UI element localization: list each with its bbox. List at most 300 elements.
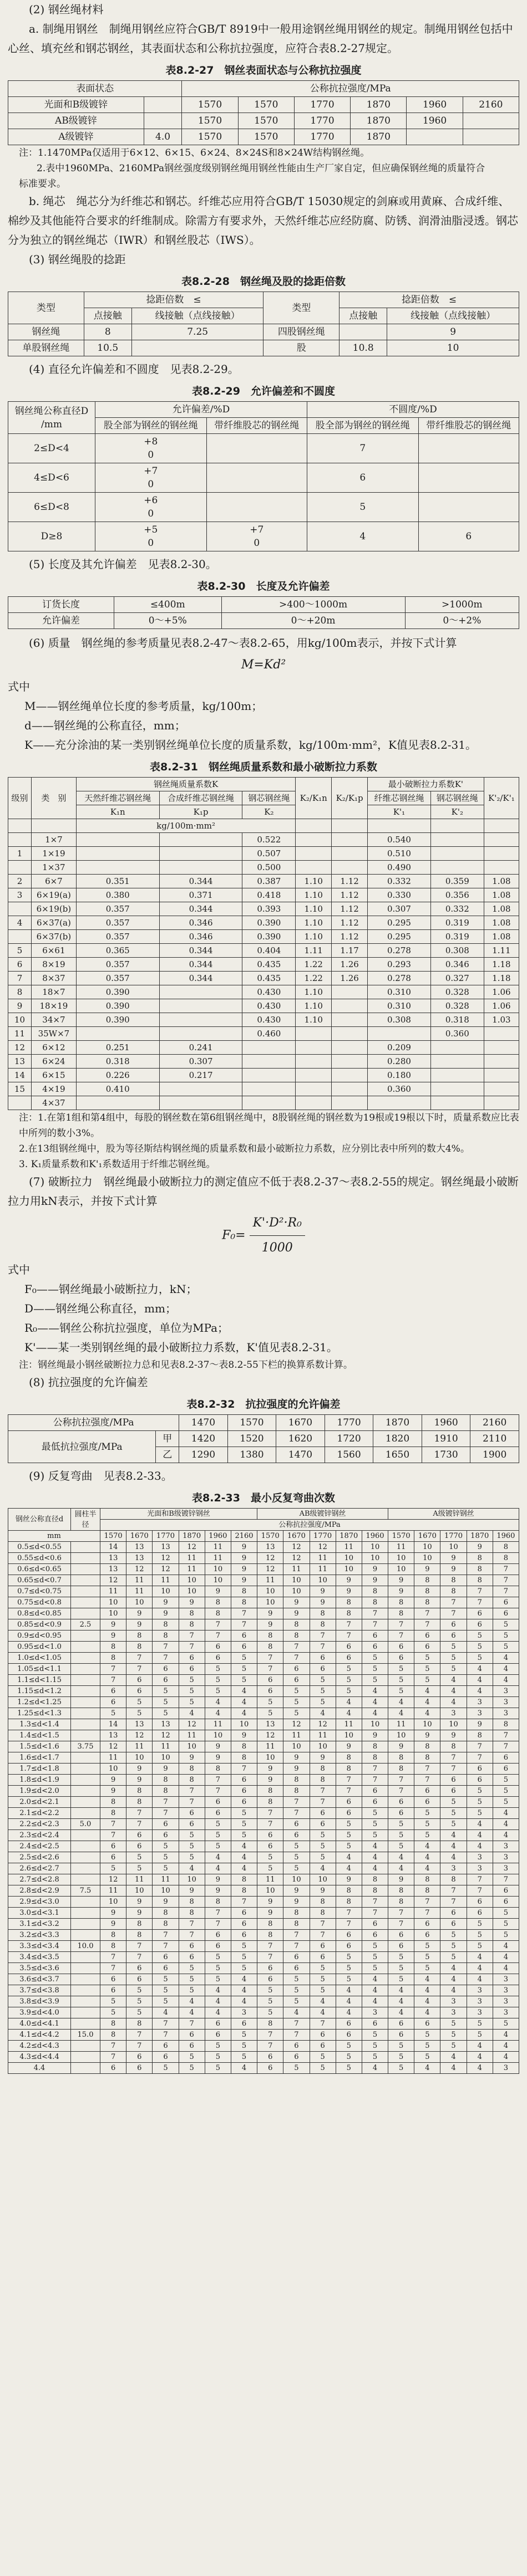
t33-count: 5	[153, 1697, 179, 1708]
t33-count: 8	[126, 1919, 153, 1930]
t31-force-ratio: 1.06	[484, 985, 519, 999]
t33-count: 4	[414, 1708, 440, 1719]
t31-cell: 1.26	[332, 958, 368, 972]
table-row	[8, 1941, 519, 1952]
t33-radius	[71, 1675, 100, 1686]
t33-count: 6	[231, 1775, 257, 1786]
t33-count: 3	[493, 1686, 519, 1697]
t31-cell	[332, 1082, 368, 1096]
t33-count: 7	[153, 2018, 179, 2030]
t33-count: 5	[414, 1952, 440, 1963]
t33-count: 4	[310, 1708, 336, 1719]
t31-cell: 1.12	[332, 888, 368, 902]
t33-count: 8	[336, 1597, 362, 1608]
t33-count: 7	[440, 1597, 467, 1608]
t33-count: 8	[414, 1586, 440, 1597]
t33-count: 6	[310, 1819, 336, 1830]
t33-count: 6	[467, 1619, 493, 1631]
t33-count: 10	[153, 1885, 179, 1897]
t31-cell	[430, 1069, 484, 1082]
t33-count: 9	[153, 1897, 179, 1908]
t33-count: 6	[179, 1941, 205, 1952]
t33-count: 5	[179, 1697, 205, 1708]
formula-force-numerator: K'·D²·R₀	[250, 1211, 305, 1236]
t33-radius	[71, 1697, 100, 1708]
table-row	[8, 1082, 519, 1096]
t33-count: 4	[336, 2007, 362, 2018]
t33-count: 6	[126, 1974, 153, 1985]
t33-count: 5	[283, 1985, 310, 1996]
t31-cell	[296, 1041, 332, 1055]
t33-count: 5	[231, 1963, 257, 1974]
t27-cell: 1870	[351, 129, 407, 145]
t33-count: 7	[467, 1586, 493, 1597]
t33-count: 11	[388, 1719, 414, 1730]
t33-count: 7	[362, 1619, 388, 1631]
t33-count: 5	[257, 1708, 283, 1719]
t33-count: 5	[414, 1819, 440, 1830]
t29-dev-lower: 0	[148, 479, 154, 490]
t33-radius	[71, 1764, 100, 1775]
t27-cell: 1570	[238, 97, 294, 113]
t33-count: 9	[336, 1575, 362, 1586]
t32-min-jia: 1620	[276, 1431, 325, 1447]
t33-count: 7	[283, 1797, 310, 1808]
t31-cell	[8, 930, 32, 944]
t29-dev-fiber	[206, 434, 307, 463]
t33-radius	[71, 2007, 100, 2018]
t32-min-jia: 1420	[179, 1431, 228, 1447]
table-33	[8, 1508, 519, 2074]
t33-count: 8	[257, 1919, 283, 1930]
t33-count: 6	[310, 1664, 336, 1675]
t29-ovality-steel: 7	[307, 434, 418, 463]
t33-count: 5	[283, 1697, 310, 1708]
t27-cell	[463, 113, 519, 129]
t33-count: 11	[336, 1542, 362, 1553]
t29-ovality-steel: 4	[307, 522, 418, 551]
table-row	[8, 113, 519, 129]
t33-count: 4	[467, 1819, 493, 1830]
t29-header-col-1: 股全部为钢丝的钢丝绳	[95, 418, 207, 434]
t33-count: 7	[257, 1819, 283, 1830]
t33-radius	[71, 1996, 100, 2007]
t33-count: 6	[414, 1642, 440, 1653]
t33-count: 7	[257, 1653, 283, 1664]
t33-count: 6	[336, 1653, 362, 1664]
t33-count: 10	[100, 1597, 126, 1608]
t31-force-ratio: 1.03	[484, 1013, 519, 1027]
t33-count: 5	[336, 1963, 362, 1974]
t33-count: 8	[153, 1775, 179, 1786]
heading-2: (2) 钢丝绳材料	[29, 3, 104, 16]
t33-count: 4	[440, 1675, 467, 1686]
t33-count: 4	[440, 1985, 467, 1996]
t33-count: 5	[100, 2007, 126, 2018]
t33-count: 5	[231, 1830, 257, 1841]
t32-min-yi: 1470	[276, 1447, 325, 1463]
t33-count: 6	[179, 1664, 205, 1675]
t33-count: 5	[440, 1664, 467, 1675]
t33-count: 8	[336, 1764, 362, 1775]
t33-count: 4	[388, 2007, 414, 2018]
t33-count: 10	[310, 1575, 336, 1586]
table-row	[8, 1586, 519, 1597]
t31-cell	[296, 1082, 332, 1096]
t33-radius	[71, 1752, 100, 1764]
t33-count: 4	[440, 1963, 467, 1974]
table-row	[8, 1055, 519, 1069]
t33-count: 9	[336, 1874, 362, 1885]
t31-cell	[430, 1041, 484, 1055]
t33-count: 4	[336, 1697, 362, 1708]
t33-count: 8	[153, 1919, 179, 1930]
t31-cell	[242, 1096, 296, 1110]
t33-count: 4	[414, 1841, 440, 1852]
t33-count: 3	[493, 1863, 519, 1874]
t33-count: 13	[257, 1719, 283, 1730]
t33-count: 4	[362, 1852, 388, 1863]
t28-cell	[131, 340, 264, 356]
t33-count: 4	[205, 1708, 231, 1719]
t33-count: 10	[100, 1608, 126, 1619]
t33-count: 8	[440, 1586, 467, 1597]
t33-diameter: 3.5≤d<3.6	[8, 1963, 71, 1974]
t33-count: 5	[388, 1686, 414, 1697]
t33-count: 6	[153, 1819, 179, 1830]
t33-radius	[71, 1841, 100, 1852]
t28-cell	[339, 324, 387, 340]
t33-radius	[71, 1597, 100, 1608]
t29-ovality-fiber: 6	[418, 522, 519, 551]
t33-count: 6	[336, 1941, 362, 1952]
t33-count: 4	[231, 1863, 257, 1874]
t33-count: 6	[179, 1808, 205, 1819]
table-row	[8, 888, 519, 902]
t33-count: 3	[493, 1852, 519, 1863]
t33-count: 8	[440, 1575, 467, 1586]
t33-count: 9	[283, 1608, 310, 1619]
table-row	[8, 2041, 519, 2052]
t33-count: 8	[362, 1741, 388, 1752]
t33-count: 5	[231, 1819, 257, 1830]
t33-count: 5	[179, 1985, 205, 1996]
t33-strength: 1870	[336, 1531, 362, 1542]
t33-count: 3	[440, 2007, 467, 2018]
t31-cell: 1.11	[296, 944, 332, 958]
t31-cell: 0.357	[76, 902, 159, 916]
t33-count: 4	[362, 1985, 388, 1996]
t29-header-diameter: 钢丝绳公称直径D /mm	[8, 402, 95, 434]
t33-count: 6	[388, 1797, 414, 1808]
t27-cell: 1870	[351, 113, 407, 129]
t33-count: 5	[310, 1675, 336, 1686]
t33-count: 11	[100, 1885, 126, 1897]
t33-count: 3	[467, 1852, 493, 1863]
t33-count: 5	[179, 2052, 205, 2063]
t31-cell: 1×37	[31, 861, 76, 875]
t31-cell	[8, 861, 32, 875]
t33-count: 7	[283, 2030, 310, 2041]
t33-count: 5	[388, 2052, 414, 2063]
t31-cell: 0.393	[242, 902, 296, 916]
t31-cell	[8, 833, 32, 847]
t33-diameter: 4.4	[8, 2063, 71, 2074]
t33-count: 11	[179, 1553, 205, 1564]
t33-count: 7	[179, 1631, 205, 1642]
t33-diameter: 3.4≤d<3.5	[8, 1952, 71, 1963]
t33-count: 11	[153, 1741, 179, 1752]
t33-count: 7	[336, 1908, 362, 1919]
t33-count: 5	[362, 1819, 388, 1830]
t33-count: 3	[467, 2007, 493, 2018]
t33-count: 4	[231, 1697, 257, 1708]
t33-count: 5	[205, 1841, 231, 1852]
t33-radius	[71, 1730, 100, 1741]
t33-count: 10	[126, 1597, 153, 1608]
t32-min-yi: 1730	[422, 1447, 470, 1463]
t31-header-type: 类 别	[31, 778, 76, 819]
table-row	[8, 1852, 519, 1863]
t33-count: 8	[414, 1752, 440, 1764]
t33-count: 7	[388, 1619, 414, 1631]
t32-min-jia: 1820	[373, 1431, 422, 1447]
table-row	[8, 1597, 519, 1608]
formula-mass: M=Kd²	[241, 658, 286, 672]
t31-cell: 12	[8, 1041, 32, 1055]
t33-count: 5	[336, 2063, 362, 2074]
t33-diameter: 3.1≤d<3.2	[8, 1919, 71, 1930]
t33-count: 6	[388, 2018, 414, 2030]
t33-diameter: 1.4≤d<1.5	[8, 1730, 71, 1741]
t33-count: 4	[336, 1708, 362, 1719]
t33-count: 10	[414, 1542, 440, 1553]
t33-count: 4	[362, 1863, 388, 1874]
t33-count: 8	[388, 1597, 414, 1608]
t33-count: 8	[257, 2018, 283, 2030]
formula-d-def: d——钢丝绳的公称直径，mm；	[24, 719, 186, 732]
t33-count: 6	[231, 1642, 257, 1653]
t33-count: 3	[493, 1697, 519, 1708]
t31-cell: 0.404	[242, 944, 296, 958]
t33-count: 5	[310, 1985, 336, 1996]
t33-count: 12	[257, 1553, 283, 1564]
t31-cell	[332, 861, 368, 875]
t33-diameter: 1.8≤d<1.9	[8, 1775, 71, 1786]
t33-count: 7	[100, 1952, 126, 1963]
t33-count: 6	[414, 1930, 440, 1941]
t33-count: 5	[153, 1974, 179, 1985]
t31-cell	[430, 847, 484, 861]
t33-diameter: 3.3≤d<3.4	[8, 1941, 71, 1952]
t33-count: 4	[179, 1863, 205, 1874]
table-row	[8, 1908, 519, 1919]
t33-count: 6	[336, 1930, 362, 1941]
t33-count: 9	[388, 1874, 414, 1885]
t33-count: 6	[257, 1830, 283, 1841]
t31-header-steel-core: 钢芯钢丝绳	[430, 791, 484, 805]
t28-cell: 单股钢丝绳	[8, 340, 84, 356]
t31-cell: 0.490	[368, 861, 431, 875]
t33-count: 9	[336, 1586, 362, 1597]
t33-count: 7	[310, 1786, 336, 1797]
t33-count: 5	[388, 1830, 414, 1841]
t33-count: 5	[310, 2052, 336, 2063]
t33-count: 12	[283, 1719, 310, 1730]
t31-note-3: 3. K₁质量系数和K'₁系数适用于纤维芯钢丝绳。	[19, 1159, 216, 1170]
t33-count: 4	[205, 1852, 231, 1863]
t33-diameter: 2.2≤d<2.3	[8, 1819, 71, 1830]
t31-note-1: 注：1.在第1组和第4组中，每股的钢丝数在第6组钢丝绳中，8股钢丝绳的钢丝数为19根或19根以下时，质量系数应比表中所列的数小3%。	[19, 1112, 519, 1139]
table-row	[8, 1885, 519, 1897]
t33-count: 6	[310, 1808, 336, 1819]
t33-count: 4	[179, 2007, 205, 2018]
t33-count: 6	[440, 1786, 467, 1797]
t33-diameter: 1.1≤d<1.15	[8, 1675, 71, 1686]
t33-count: 6	[493, 1897, 519, 1908]
t33-count: 4	[362, 1686, 388, 1697]
t33-count: 5	[153, 1686, 179, 1697]
t33-diameter: 1.25≤d<1.3	[8, 1708, 71, 1719]
t33-count: 4	[414, 1697, 440, 1708]
t28-cell: 10	[387, 340, 519, 356]
t33-count: 8	[467, 1730, 493, 1741]
formula-force-denominator: 1000	[261, 1241, 293, 1255]
t33-count: 8	[336, 1885, 362, 1897]
t33-count: 3	[493, 1985, 519, 1996]
t33-count: 6	[153, 2041, 179, 2052]
t33-diameter: 0.65≤d<0.7	[8, 1575, 71, 1586]
t33-count: 7	[336, 1919, 362, 1930]
t32-nominal: 1670	[276, 1415, 325, 1431]
t32-min-jia: 1910	[422, 1431, 470, 1447]
t33-count: 7	[310, 1919, 336, 1930]
t33-count: 10	[283, 1575, 310, 1586]
t31-force-ratio	[484, 1096, 519, 1110]
t31-cell: 0.522	[242, 833, 296, 847]
t33-count: 7	[100, 1664, 126, 1675]
t33-count: 6	[126, 1686, 153, 1697]
t33-count: 6	[231, 1797, 257, 1808]
t28-header-type-1: 类型	[8, 292, 84, 324]
t33-count: 6	[283, 2052, 310, 2063]
t33-count: 5	[493, 2018, 519, 2030]
t33-count: 6	[231, 1908, 257, 1919]
table-row	[8, 1952, 519, 1963]
t33-count: 6	[493, 1608, 519, 1619]
t33-count: 7	[336, 1619, 362, 1631]
t33-count: 5	[231, 1653, 257, 1664]
t33-radius	[71, 1808, 100, 1819]
t33-count: 6	[283, 1830, 310, 1841]
table-row	[8, 1730, 519, 1741]
t33-count: 6	[362, 1919, 388, 1930]
table-row	[8, 930, 519, 944]
t33-count: 10	[100, 1897, 126, 1908]
t33-count: 7	[310, 1930, 336, 1941]
t33-count: 5	[205, 1675, 231, 1686]
t33-header-group-3: A级镀锌钢丝	[388, 1509, 519, 1520]
t31-note-2: 2.在13组钢丝绳中，股为等径斯结构钢丝绳的质量系数和最小破断拉力系数，应分别比表中所列的数大4%。	[19, 1143, 470, 1154]
table-row	[8, 1741, 519, 1752]
t33-radius	[71, 1575, 100, 1586]
t33-count: 6	[388, 1642, 414, 1653]
t33-count: 11	[336, 1719, 362, 1730]
t27-note-2: 2.表中1960MPa、2160MPa钢丝强度级别钢丝绳用钢丝性能由生产厂家自定，但应确保钢丝绳的质量符合	[37, 163, 485, 174]
t31-cell: 6×19(b)	[31, 902, 76, 916]
t33-count: 8	[179, 1897, 205, 1908]
table-row	[8, 1786, 519, 1797]
t31-cell	[296, 847, 332, 861]
t33-radius	[71, 1542, 100, 1553]
t27-cell: 1960	[407, 97, 463, 113]
t33-count: 7	[100, 1963, 126, 1974]
t33-diameter: 3.9≤d<4.0	[8, 2007, 71, 2018]
t33-count: 9	[257, 1608, 283, 1619]
t33-count: 10	[231, 1719, 257, 1730]
t30-cell: 允许偏差	[8, 613, 114, 629]
t33-count: 7	[257, 1664, 283, 1675]
t33-count: 9	[388, 1575, 414, 1586]
t33-count: 5	[231, 1664, 257, 1675]
t33-radius: 3.75	[71, 1741, 100, 1752]
t33-count: 5	[153, 1708, 179, 1719]
t33-radius	[71, 1553, 100, 1564]
t29-dev-lower: 0	[148, 508, 154, 519]
t33-count: 5	[362, 2052, 388, 2063]
t33-diameter: 2.7≤d<2.8	[8, 1874, 71, 1885]
t33-count: 11	[257, 1741, 283, 1752]
t31-cell: 0.430	[242, 985, 296, 999]
t33-count: 6	[231, 1786, 257, 1797]
t29-header-col-2: 带纤维股芯的钢丝绳	[206, 418, 307, 434]
t33-count: 7	[310, 1642, 336, 1653]
t31-cell: 0.351	[76, 875, 159, 888]
t31-cell: 35W×7	[31, 1027, 76, 1041]
t29-header-col-3: 股全部为钢丝的钢丝绳	[307, 418, 418, 434]
t33-count: 5	[467, 1808, 493, 1819]
t31-header-synthetic: 合成纤维芯钢丝绳	[159, 791, 242, 805]
t33-count: 7	[283, 1642, 310, 1653]
t33-count: 7	[493, 1730, 519, 1741]
t33-count: 7	[440, 1764, 467, 1775]
paragraph-b: b. 绳芯 绳芯分为纤维芯和钢芯。纤维芯应用符合GB/T 15030规定的剑麻或用黄麻、合成纤维、棉纱及其他能符合要求的纤维制成。除需方有要求外，天然纤维芯应经防腐、防锈、润滑油脂浸透。钢芯分为独立的钢丝绳芯（IWR）和钢丝股芯（IWS）。	[8, 195, 518, 247]
t33-count: 5	[493, 1642, 519, 1653]
table-row	[8, 340, 519, 356]
t31-header-steel: 钢芯钢丝绳	[242, 791, 296, 805]
t33-count: 7	[126, 1664, 153, 1675]
t33-count: 7	[257, 1952, 283, 1963]
t33-count: 6	[100, 2063, 126, 2074]
t33-header-group-1: 光面和B级镀锌钢丝	[100, 1509, 257, 1520]
t33-strength: 1770	[153, 1531, 179, 1542]
t33-count: 4	[440, 1686, 467, 1697]
t31-cell	[159, 1013, 242, 1027]
t33-count: 5	[388, 1974, 414, 1985]
t33-count: 8	[153, 1908, 179, 1919]
t31-cell: 0.357	[76, 958, 159, 972]
t33-count: 8	[205, 1897, 231, 1908]
t33-count: 12	[153, 1730, 179, 1741]
t33-radius	[71, 1919, 100, 1930]
t31-cell	[332, 1041, 368, 1055]
t31-cell: 1.10	[296, 875, 332, 888]
table-row	[8, 1819, 519, 1830]
t33-count: 4	[467, 1952, 493, 1963]
t32-nominal: 1470	[179, 1415, 228, 1431]
t33-count: 5	[467, 1653, 493, 1664]
t33-count: 8	[100, 2030, 126, 2041]
